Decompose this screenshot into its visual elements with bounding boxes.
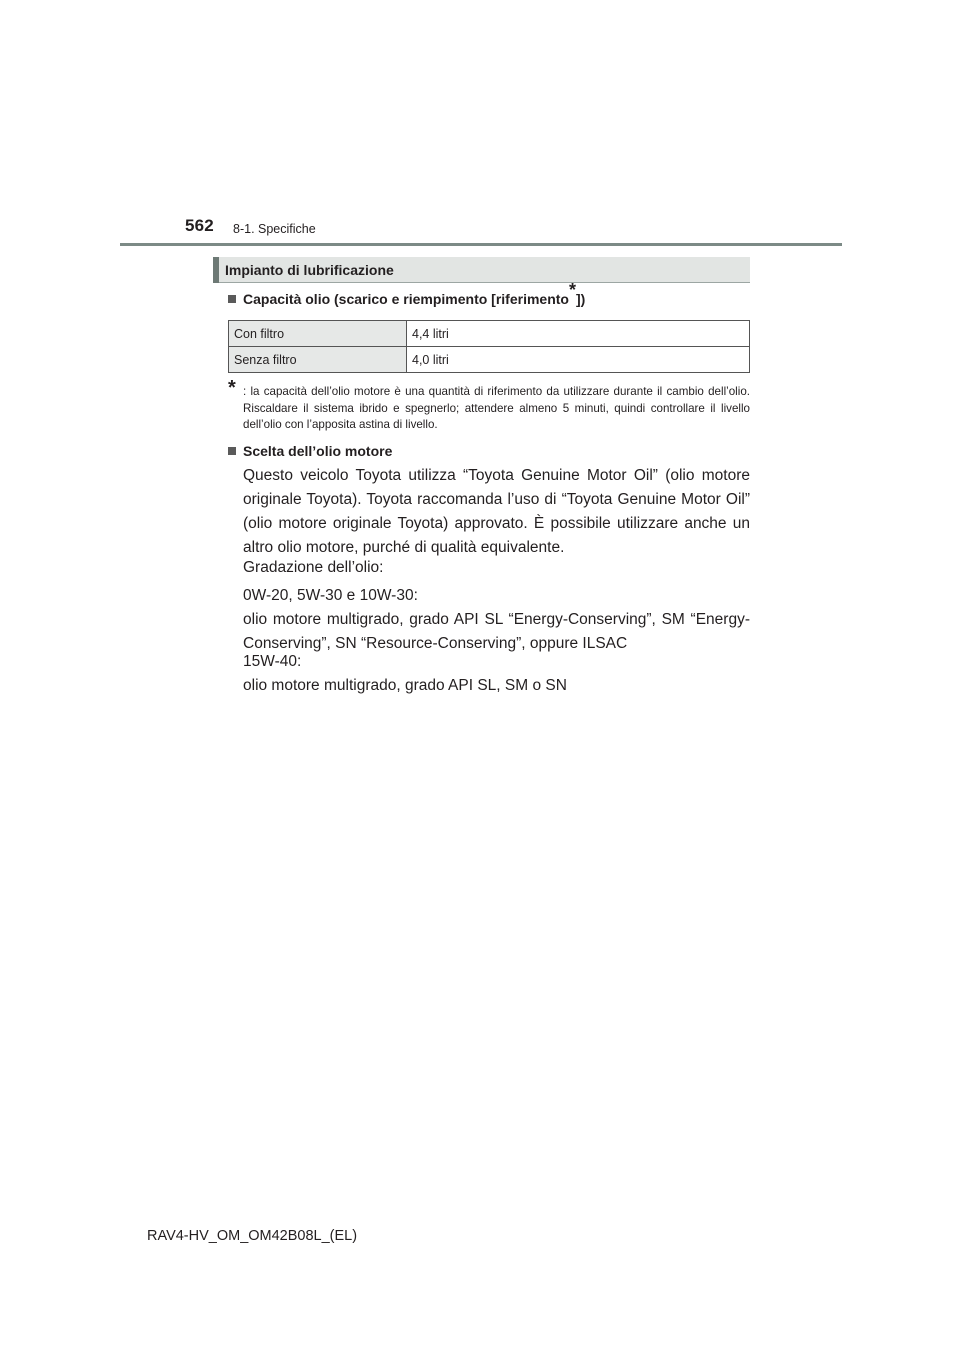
oil-grade-1 [243, 584, 750, 656]
oil-grade-2-text: olio motore multigrado, grado API SL, SM o SN [243, 677, 567, 694]
oil-grade-1-text: olio motore multigrado, grado API SL “Energy-Conserving”, SM “Energy-Conserving”, SN “Resource-Conserving”, oppure ILSAC [243, 611, 750, 652]
oil-choice-subheading [228, 443, 392, 459]
table-cell-value: 4,0 litri [407, 347, 750, 373]
footnote-asterisk: * [228, 377, 236, 399]
oil-grade-label: Gradazione dell’olio: [243, 559, 384, 576]
page-number: 562 [185, 216, 214, 235]
section-heading [213, 257, 750, 283]
oil-choice-intro: Questo veicolo Toyota utilizza “Toyota Genuine Motor Oil” (olio motore originale Toyota). Toyota raccomanda l’uso di “Toyota Genuine Motor Oil” (olio motore originale Toyota) approvato. È possibile utilizzare anche un altro olio motore, purché di qualità equivalente. [243, 467, 750, 556]
oil-grade-2-title: 15W-40: [243, 653, 302, 670]
section-heading-title: Impianto di lubrificazione [225, 262, 394, 278]
oil-choice-heading-text: Scelta dell’olio motore [243, 443, 393, 459]
capacity-table [228, 320, 750, 373]
capacity-subheading [228, 280, 586, 307]
capacity-footnote [228, 377, 750, 434]
footnote-text: : la capacità dell’olio motore è una quantità di riferimento da utilizzare durante il cambio dell’olio. Riscaldare il sistema ibrido e spegnerlo; attendere almeno 5 minuti, quindi controllare il livello dell’olio con l’apposita astina di livello. [243, 385, 750, 431]
oil-grade-1-title: 0W-20, 5W-30 e 10W-30: [243, 587, 418, 604]
square-bullet-icon [228, 447, 236, 455]
document-code-footer: RAV4-HV_OM_OM42B08L_(EL) [147, 1228, 358, 1244]
capacity-heading-text: Capacità olio (scarico e riempimento [riferimento [243, 291, 569, 307]
capacity-heading-asterisk: * [568, 280, 576, 301]
header-rule [120, 243, 842, 246]
table-cell-label: Senza filtro [229, 347, 407, 373]
section-heading-bar [213, 257, 219, 283]
table-cell-value: 4,4 litri [407, 321, 750, 347]
capacity-heading-end: ]) [576, 291, 586, 307]
table-row [229, 321, 750, 347]
table-row [229, 347, 750, 373]
section-label: 8-1. Specifiche [233, 222, 316, 236]
square-bullet-icon [228, 295, 236, 303]
table-cell-label: Con filtro [229, 321, 407, 347]
oil-grade-2 [243, 650, 750, 698]
